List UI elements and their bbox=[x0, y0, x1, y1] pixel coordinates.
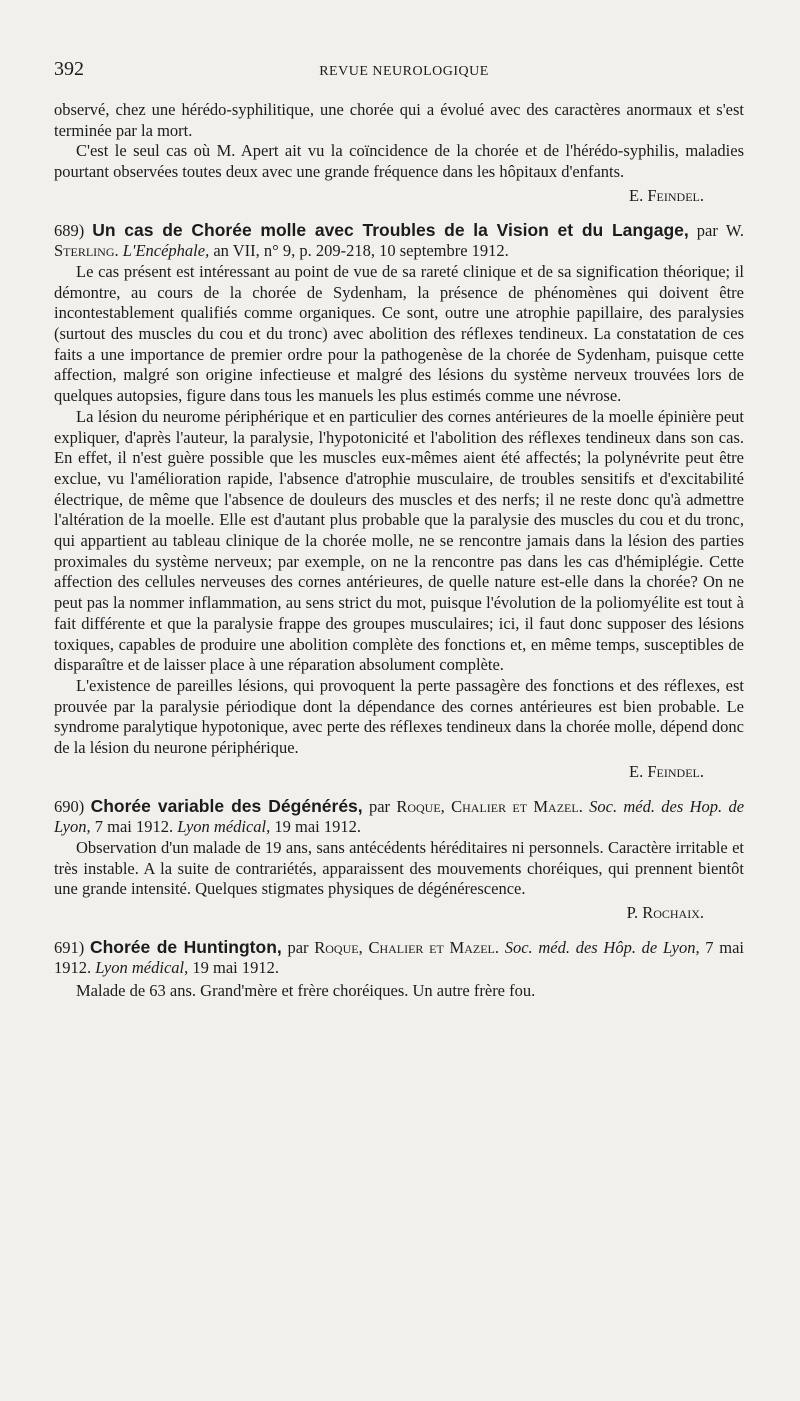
journal-name: L'Encéphale, bbox=[122, 241, 210, 261]
paragraph: La lésion du neurome périphérique et en particulier des cornes antérieures de la moelle épinière peut expliquer, d'après l'auteur, la paralysie, l'hypotonicité et l'abolition des réflexes tendineux dans son cas. En effet, il n'est guère possible que les muscles eux-mêmes aient été affectés; la polynévrite peut être exclue, vu l'amélioration rapide, l'absence d'atrophie musculaire, de troubles sensitifs et d'excitabilité électrique, de même que l'absence de douleurs des muscles et des nerfs; il ne reste donc qu'à admettre l'altération de la moelle. Elle est d'autant plus probable que la paralysie des muscles du cou et du tronc, qui appartient au tableau clinique de la chorée molle, ne se rencontre jamais dans la lésion des parties proximales du système nerveux; par exemple, on ne la rencontre pas dans les cas d'hémiplégie. Cette affection des cellules nerveuses des cornes antérieures, de quelle nature est-elle dans la chorée? On ne peut pas la nommer inflammation, au sens strict du mot, puisque l'évolution de la poliomyélite est tout à fait différente et que la paralysie frappe des groupes musculaires; ici, il faut donc supposer des lésions toxiques, capables de produire une abolition complète des fonctions et, en même temps, susceptibles de disparaître et de laisser place à une réparation absolument complète. bbox=[54, 406, 744, 675]
paragraph: L'existence de pareilles lésions, qui provoquent la perte passagère des fonctions et des réflexes, est prouvée par la paralysie périodique dont la dépendance des cornes antérieures est bien probable. Le syndrome paralytique hypotonique, avec perte des réflexes tendineux dans la chorée molle, dépend donc de la lésion du neurone périphérique. bbox=[54, 675, 744, 758]
abstract-title: Chorée de Huntington, bbox=[89, 936, 282, 957]
author-names: Roque, Chalier et Mazel. bbox=[396, 796, 583, 816]
abstract-title: Chorée variable des Dégénérés, bbox=[90, 795, 363, 816]
page-number: 392 bbox=[54, 58, 84, 80]
body-text bbox=[54, 100, 744, 1002]
paragraph: Observation d'un malade de 19 ans, sans antécédents héréditaires ni personnels. Caractère irritable et très instable. A la suite de contrariétés, apparaissent des mouvements choréiques, qui prennent bientôt une grande intensité. Quelques stigmates physiques de dégénérescence. bbox=[54, 837, 744, 899]
abstract-heading-691 bbox=[54, 937, 744, 979]
journal-name-2: Lyon médical, bbox=[177, 817, 271, 837]
citation-2: 19 mai 1912. bbox=[274, 817, 362, 837]
running-head: REVUE NEUROLOGIQUE bbox=[319, 64, 489, 79]
citation-2: 19 mai 1912. bbox=[192, 958, 279, 978]
page-header bbox=[54, 58, 754, 86]
author-names: W. Sterling. bbox=[54, 220, 745, 261]
paragraph: Le cas présent est intéressant au point de vue de sa rareté clinique et de sa signification théorique; il démontre, au cours de la chorée de Sydenham, la présence de phénomènes qui doivent être incontestablement qualifiés comme organiques. Ce sont, outre une atrophie papillaire, des paralysies (surtout des muscles du cou et du tronc) avec abolition des réflexes tendineux. La constatation de ces faits a une importance de premier ordre pour la pathogenèse de la chorée de Sydenham, puisque cette affection, malgré son origine infectieuse et malgré des lésions du système nerveux trouvées lors de quelques autopsies, figure dans tous les manuels les plus estimés comme une névrose. bbox=[54, 261, 744, 406]
abstract-number: 690) bbox=[54, 796, 85, 816]
citation: 7 mai 1912. bbox=[54, 937, 745, 978]
abstract-heading-689 bbox=[54, 220, 744, 262]
journal-name-2: Lyon médical, bbox=[95, 958, 189, 978]
signature: E. Feindel. bbox=[629, 185, 704, 205]
signature: P. Rochaix. bbox=[626, 903, 704, 923]
abstract-number: 689) bbox=[54, 220, 85, 240]
by-word: par bbox=[368, 796, 391, 816]
journal-name: Soc. méd. des Hop. de Lyon, bbox=[54, 796, 745, 837]
paragraph: C'est le seul cas où M. Apert ait vu la coïncidence de la chorée et de l'hérédo-syphilis, maladies pourtant observées toutes deux avec une grande fréquence dans les hôpitaux d'enfants. bbox=[54, 141, 744, 182]
continued-paragraph: observé, chez une hérédo-syphilitique, une chorée qui a évolué avec des caractères anormaux et s'est terminée par la mort. bbox=[54, 100, 744, 140]
citation: 7 mai 1912. bbox=[94, 817, 174, 837]
abstract-title: Un cas de Chorée molle avec Troubles de la Vision et du Langage, bbox=[92, 219, 689, 240]
by-word: par bbox=[696, 220, 718, 240]
signature: E. Feindel. bbox=[629, 761, 704, 781]
journal-name: Soc. méd. des Hôp. de Lyon, bbox=[504, 937, 700, 957]
citation: an VII, n° 9, p. 209-218, 10 septembre 1912. bbox=[213, 241, 509, 261]
author-names: Roque, Chalier et Mazel. bbox=[314, 937, 499, 957]
abstract-number: 691) bbox=[54, 937, 85, 957]
by-word: par bbox=[287, 937, 309, 957]
paragraph: Malade de 63 ans. Grand'mère et frère choréiques. Un autre frère fou. bbox=[76, 981, 536, 1001]
abstract-heading-690 bbox=[54, 796, 744, 838]
